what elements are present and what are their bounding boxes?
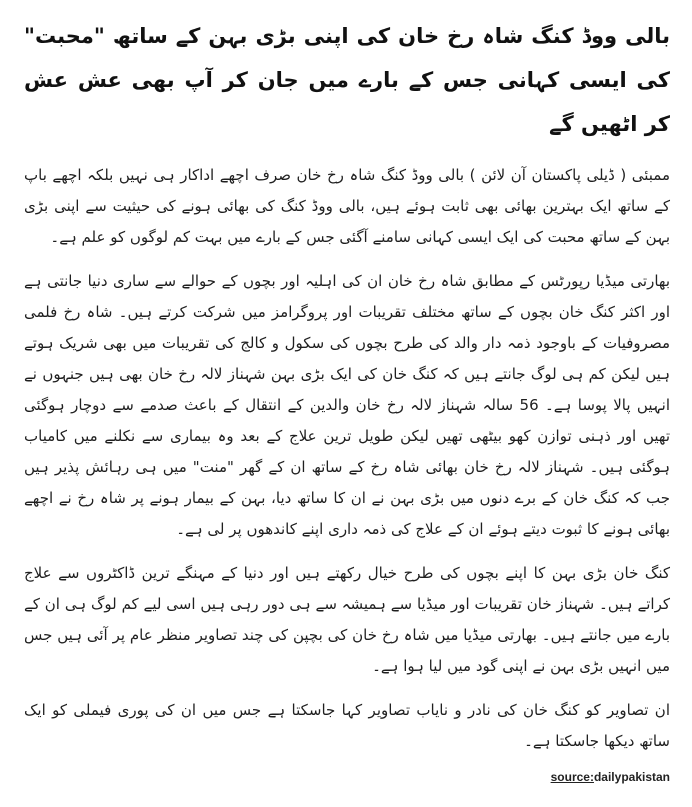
article-headline: بالی ووڈ کنگ شاہ رخ خان کی اپنی بڑی بہن کے ساتھ "محبت" کی ایسی کہانی جس کے بارے میں جان کر آپ بھی عش عش کر اٹھیں گے [24,24,670,136]
article-paragraph-4: ان تصاویر کو کنگ خان کی نادر و نایاب تصاویر کہا جاسکتا ہے جس میں ان کی پوری فیملی کو ایک ساتھ دیکھا جاسکتا ہے۔ [24,701,670,750]
article-paragraph-2: بھارتی میڈیا رپورٹس کے مطابق شاہ رخ خان ان کی اہلیہ اور بچوں کے حوالے سے ساری دنیا جانتی ہے اور اکثر کنگ خان بچوں کے ساتھ مختلف تقریبات اور پروگرامز میں شرکت کرتے ہیں۔ شاہ رخ فلمی مصروفیات کے باوجود ذمہ دار والد کی طرح بچوں کی سکول و کالج کی تقریبات میں بھی شریک ہوتے ہیں لیکن کم ہی لوگ جانتے ہیں کہ کنگ خان کی ایک بڑی بہن شہناز لالہ رخ خان بھی ہیں جنہوں نے انہیں پالا پوسا ہے۔ 56 سالہ شہناز لالہ رخ خان والدین کے انتقال کے باعث صدمے سے دوچار ہوگئی تھیں اور ذہنی توازن کھو بیٹھی تھیں لیکن طویل ترین علاج کے بعد وہ بیماری سے نکلنے میں کامیاب ہوگئی ہیں۔ شہناز لالہ رخ خان بھائی شاہ رخ کے ساتھ ان کے گھر "منت" میں ہی رہائش پذیر ہیں جب کہ کنگ خان کے برے دنوں میں بڑی بہن نے ان کا ساتھ دیا، بہن کے بیمار ہونے پر شاہ رخ نے اچھے بھائی ہونے کا ثبوت دیتے ہوئے ان کے علاج کی ذمہ داری اپنے کاندھوں پر لی ہے۔ [24,272,670,538]
article-paragraph-3: کنگ خان بڑی بہن کا اپنے بچوں کی طرح خیال رکھتے ہیں اور دنیا کے مہنگے ترین ڈاکٹروں سے علاج کراتے ہیں۔ شہناز خان تقریبات اور میڈیا سے ہمیشہ سے ہی دور رہی ہیں اسی لیے کم لوگ ہی ان کے بارے میں جانتے ہیں۔ بھارتی میڈیا میں شاہ رخ خان کی بچپن کی چند تصاویر منظر عام پر آئی ہیں جس میں انہیں بڑی بہن نے اپنی گود میں لیا ہوا ہے۔ [24,564,670,675]
source-credit [24,770,670,784]
article [24,14,670,770]
source-label: source: [550,770,594,784]
article-paragraph-1: ممبئی ( ڈیلی پاکستان آن لائن ) بالی ووڈ کنگ شاہ رخ خان صرف اچھے اداکار ہی نہیں بلکہ اچھے باپ کے ساتھ ایک بہترین بھائی بھی ثابت ہوئے ہیں، بالی ووڈ کنگ کی بھائی ہونے کی حیثیت سے اپنی بڑی بہن کے ساتھ محبت کی ایک ایسی کہانی سامنے آگئی جس کے بارے میں بہت کم لوگوں کو علم ہے۔ [24,166,670,246]
source-name: dailypakistan [593,770,670,784]
